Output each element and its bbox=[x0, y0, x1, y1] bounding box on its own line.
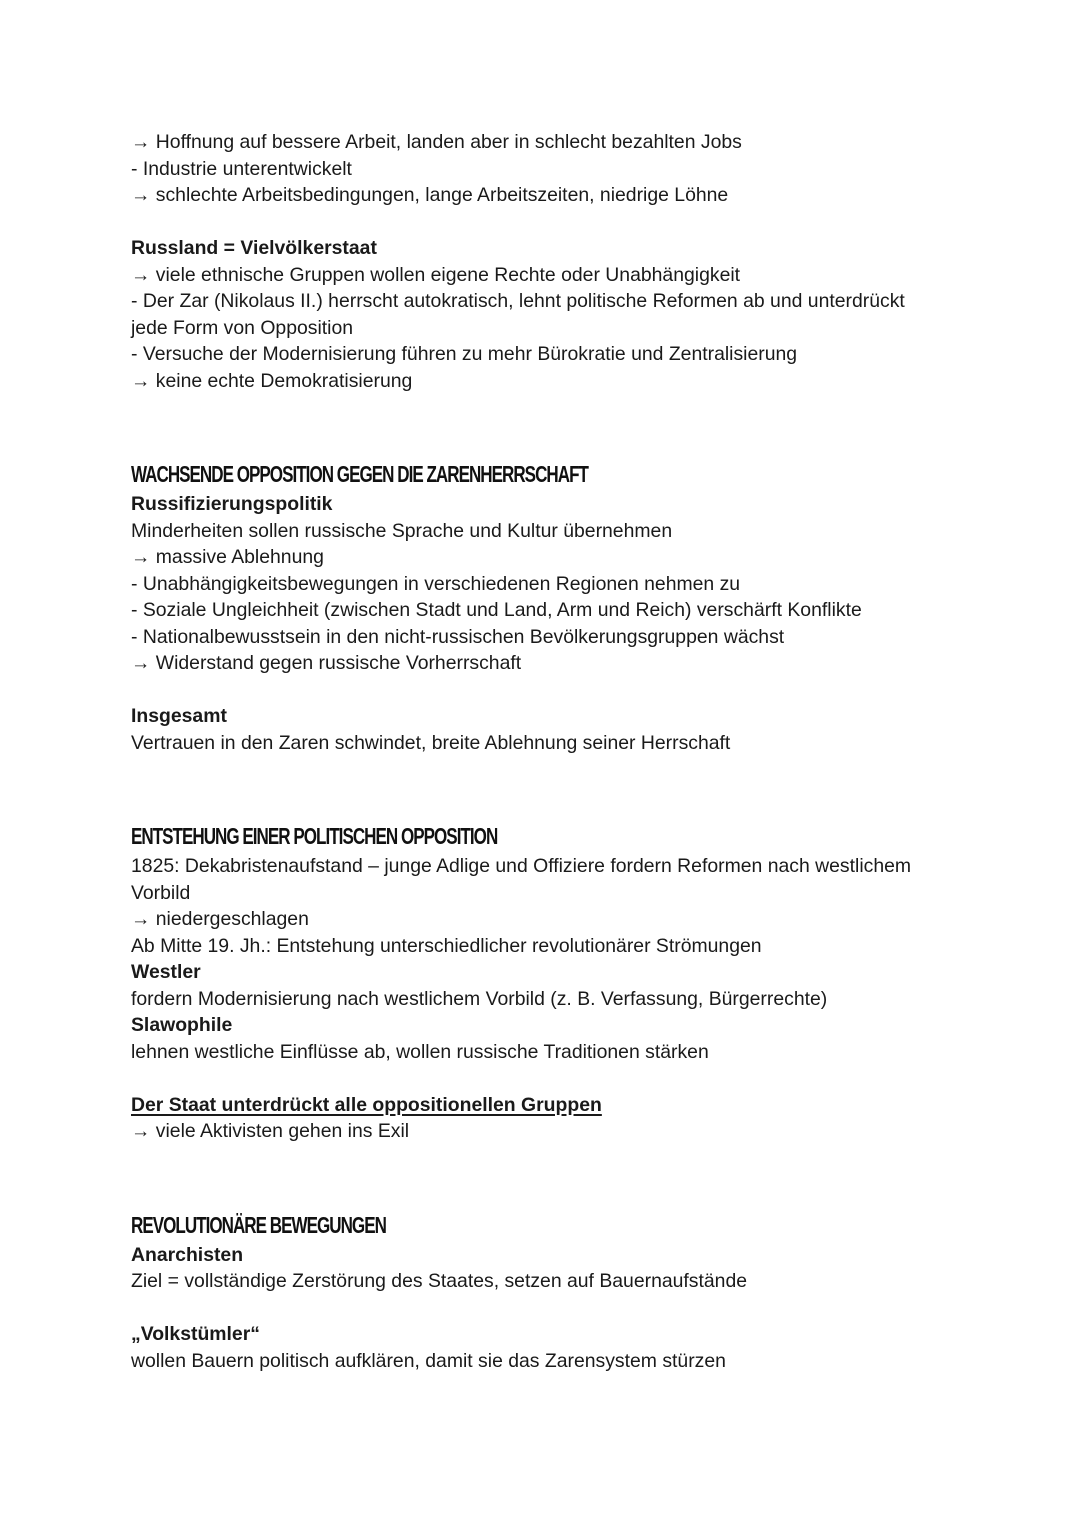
section-politische-opposition bbox=[131, 821, 961, 1145]
section-heading: ENTSTEHUNG EINER POLITISCHEN OPPOSITION bbox=[131, 823, 498, 849]
document-page bbox=[131, 129, 961, 1374]
section-line: → niedergeschlagen bbox=[131, 908, 309, 930]
russland-line: - Versuche der Modernisierung führen zu mehr Bürokratie und Zentralisierung bbox=[131, 343, 798, 365]
section-line: Minderheiten sollen russische Sprache und Kultur übernehmen bbox=[131, 519, 673, 542]
russland-block bbox=[131, 235, 961, 394]
intro-line: → Hoffnung auf bessere Arbeit, landen aber in schlecht bezahlten Jobs bbox=[131, 131, 742, 153]
russland-line: - Der Zar (Nikolaus II.) herrscht autokratisch, lehnt politische Reformen ab und unterdrückt bbox=[131, 290, 905, 312]
section-line: - Nationalbewusstsein in den nicht-russischen Bevölkerungsgruppen wächst bbox=[131, 625, 785, 648]
summary-title: Insgesamt bbox=[131, 705, 227, 727]
section-line: → massive Ablehnung bbox=[131, 546, 324, 568]
section-line: - Unabhängigkeitsbewegungen in verschiedenen Regionen nehmen zu bbox=[131, 572, 741, 595]
russland-title: Russland = Vielvölkerstaat bbox=[131, 237, 377, 259]
staat-text: → viele Aktivisten gehen ins Exil bbox=[131, 1120, 410, 1142]
summary-text: Vertrauen in den Zaren schwindet, breite Ablehnung seiner Herrschaft bbox=[131, 731, 731, 754]
section-revolutionaere-bewegungen bbox=[131, 1210, 961, 1375]
anarchisten-text: Ziel = vollständige Zerstörung des Staates, setzen auf Bauernaufstände bbox=[131, 1270, 748, 1292]
russland-line: → viele ethnische Gruppen wollen eigene Rechte oder Unabhängigkeit bbox=[131, 263, 741, 286]
slawophile-title: Slawophile bbox=[131, 1014, 233, 1036]
section-line: Vorbild bbox=[131, 881, 191, 904]
section-line: Ab Mitte 19. Jh.: Entstehung unterschiedlicher revolutionärer Strömungen bbox=[131, 934, 762, 957]
section-opposition-zarenherrschaft bbox=[131, 459, 961, 756]
slawophile-text: lehnen westliche Einflüsse ab, wollen russische Traditionen stärken bbox=[131, 1040, 709, 1063]
section-line: - Soziale Ungleichheit (zwischen Stadt und Land, Arm und Reich) verschärft Konflikte bbox=[131, 599, 862, 621]
volkstuemler-title: „Volkstümler“ bbox=[131, 1323, 260, 1345]
westler-title: Westler bbox=[131, 961, 201, 983]
russland-line: → keine echte Demokratisierung bbox=[131, 369, 413, 392]
section-line: → Widerstand gegen russische Vorherrschaft bbox=[131, 652, 522, 674]
intro-line: - Industrie unterentwickelt bbox=[131, 157, 352, 180]
section-heading: WACHSENDE OPPOSITION GEGEN DIE ZARENHERRSCHAFT bbox=[131, 461, 588, 487]
anarchisten-title: Anarchisten bbox=[131, 1243, 244, 1266]
section-heading: REVOLUTIONÄRE BEWEGUNGEN bbox=[131, 1211, 386, 1238]
russland-line: jede Form von Opposition bbox=[131, 316, 354, 339]
intro-line: → schlechte Arbeitsbedingungen, lange Arbeitszeiten, niedrige Löhne bbox=[131, 184, 729, 206]
intro-block bbox=[131, 129, 961, 209]
section-subtitle: Russifizierungspolitik bbox=[131, 493, 333, 515]
volkstuemler-text: wollen Bauern politisch aufklären, damit sie das Zarensystem stürzen bbox=[131, 1349, 726, 1372]
section-line: 1825: Dekabristenaufstand – junge Adlige und Offiziere fordern Reformen nach westlichem bbox=[131, 855, 912, 877]
westler-text: fordern Modernisierung nach westlichem Vorbild (z. B. Verfassung, Bürgerrechte) bbox=[131, 987, 828, 1010]
staat-title: Der Staat unterdrückt alle oppositionellen Gruppen bbox=[131, 1093, 602, 1116]
